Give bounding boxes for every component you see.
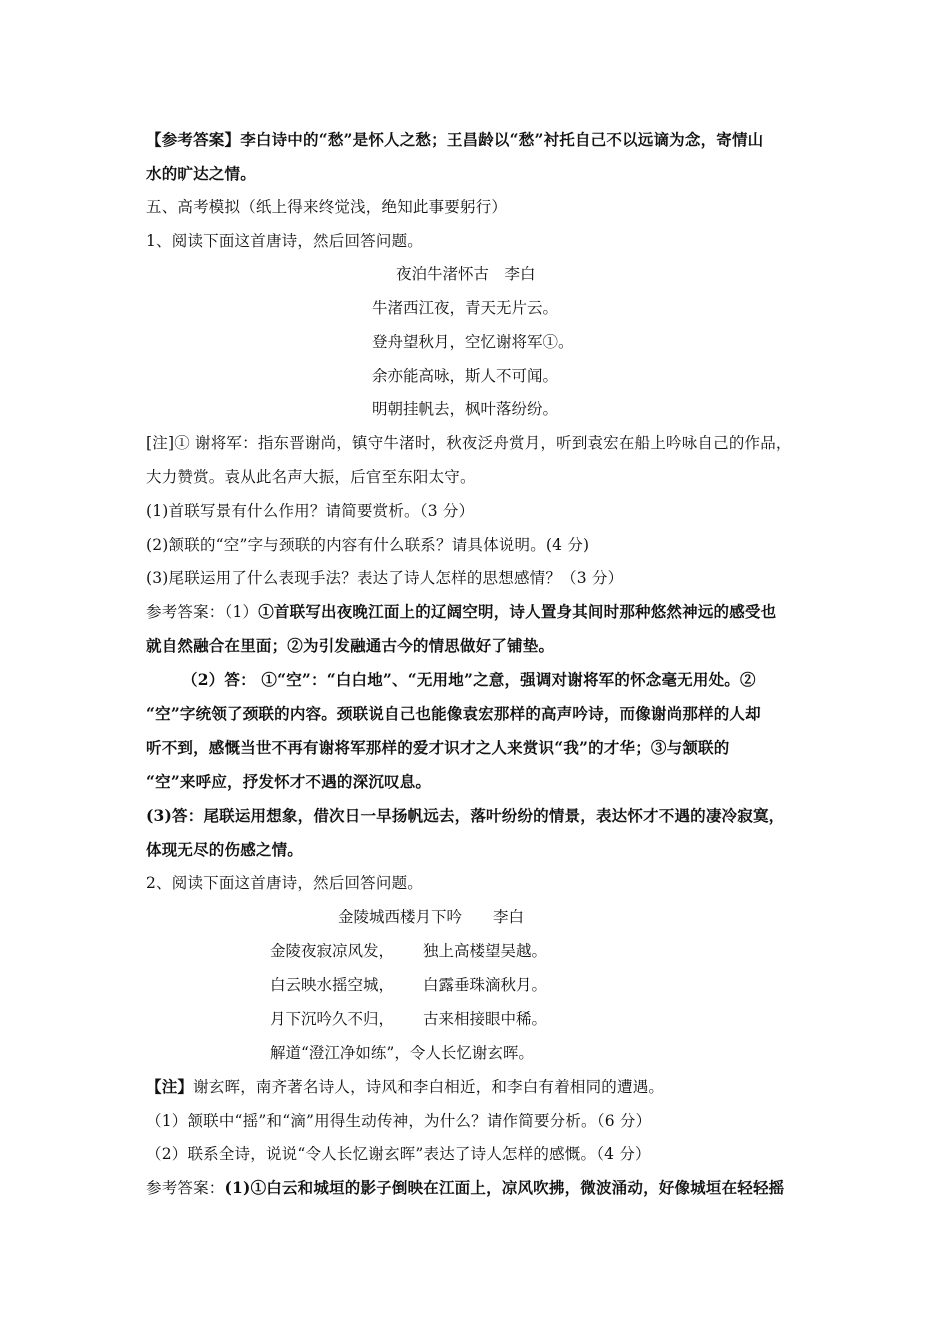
poem1-note-cont: 大力赞赏。袁从此名声大振，后官至东阳太守。 — [146, 468, 476, 486]
poem1-line: 余亦能高咏，斯人不可闻。 — [372, 367, 559, 385]
question2-sub1: （1）颔联中“摇”和“滴”用得生动传神，为什么？请作简要分析。（6 分） — [146, 1112, 652, 1130]
question1-sub2: (2)颔联的“空”字与颈联的内容有什么联系？请具体说明。(4 分) — [146, 536, 590, 554]
answer4-text: (1)①白云和城垣的影子倒映在江面上，凉风吹拂，微波涌动，好像城垣在轻轻摇 — [224, 1178, 785, 1197]
answer1-line — [146, 602, 776, 622]
poem2-note-label: 【注】 — [146, 1077, 194, 1096]
answer2-text-cont: “空”字统领了颈联的内容。颈联说自己也能像袁宏那样的高声吟诗，而像谢尚那样的人却 — [146, 704, 761, 723]
poem2-note — [146, 1077, 664, 1097]
reference-answer-label: 【参考答案】 — [146, 130, 241, 149]
poem1-line: 登舟望秋月，空忆谢将军①。 — [372, 333, 574, 351]
reference-answer-text-cont: 水的旷达之情。 — [146, 164, 256, 183]
answer2-text-cont: 听不到，感慨当世不再有谢将军那样的爱才识才之人来赏识“我”的才华；③与颔联的 — [146, 738, 730, 757]
answer4-line — [146, 1178, 784, 1198]
answer2-text-cont: “空”来呼应，抒发怀才不遇的深沉叹息。 — [146, 772, 432, 791]
reference-answer-text: 李白诗中的“愁”是怀人之愁；王昌龄以“愁”衬托自己不以远谪为念，寄情山 — [240, 130, 764, 149]
poem2-line-right: 独上高楼望吴越。 — [423, 942, 548, 960]
answer3-text: (3)答：尾联运用想象，借次日一早扬帆远去，落叶纷纷的情景，表达怀才不遇的凄冷寂寞， — [146, 806, 785, 825]
question1-intro: 1、阅读下面这首唐诗，然后回答问题。 — [146, 232, 423, 250]
question2-sub2: （2）联系全诗，说说“令人长忆谢玄晖”表达了诗人怎样的感慨。（4 分） — [146, 1145, 651, 1163]
poem1-line: 牛渚西江夜，青天无片云。 — [372, 299, 559, 317]
poem2-line-right: 白露垂珠滴秋月。 — [423, 976, 548, 994]
poem2-line-last: 解道“澄江净如练”，令人长忆谢玄晖。 — [270, 1044, 534, 1062]
answer3-text-cont: 体现无尽的伤感之情。 — [146, 840, 304, 859]
question2-intro: 2、阅读下面这首唐诗，然后回答问题。 — [146, 874, 423, 892]
answer2-text: （2）答： ①“空”：“白白地”、“无用地”之意，强调对谢将军的怀念毫无用处。② — [182, 670, 756, 689]
answer1-text: ①首联写出夜晚江面上的辽阔空明，诗人置身其间时那种悠然神远的感受也 — [258, 602, 777, 621]
poem2-line-right: 古来相接眼中稀。 — [423, 1010, 548, 1028]
poem2-line-left: 月下沉吟久不归， — [270, 1010, 395, 1028]
poem2-note-text: 谢玄晖，南齐著名诗人，诗风和李白相近，和李白有着相同的遭遇。 — [193, 1078, 665, 1096]
section-title: 五、高考模拟（纸上得来终觉浅，绝知此事要躬行） — [146, 198, 508, 216]
poem1-note: [注]① 谢将军：指东晋谢尚，镇守牛渚时，秋夜泛舟赏月，听到袁宏在船上吟咏自己的作品， — [146, 434, 792, 452]
answer1-label: 参考答案：（1） — [146, 603, 259, 621]
poem2-title: 金陵城西楼月下吟 李白 — [338, 908, 525, 926]
answer4-label: 参考答案： — [146, 1179, 225, 1197]
poem1-line: 明朝挂帆去，枫叶落纷纷。 — [372, 400, 559, 418]
question1-sub3: (3)尾联运用了什么表现手法？表达了诗人怎样的思想感情？（3 分） — [146, 569, 624, 587]
poem1-title: 夜泊牛渚怀古 李白 — [396, 265, 536, 283]
question1-sub1: (1)首联写景有什么作用？请简要赏析。（3 分） — [146, 502, 475, 520]
reference-answer-line — [146, 130, 763, 150]
answer1-text-cont: 就自然融合在里面；②为引发融通古今的情思做好了铺垫。 — [146, 636, 555, 655]
poem2-line-left: 金陵夜寂凉风发， — [270, 942, 395, 960]
poem2-line-left: 白云映水摇空城， — [270, 976, 395, 994]
